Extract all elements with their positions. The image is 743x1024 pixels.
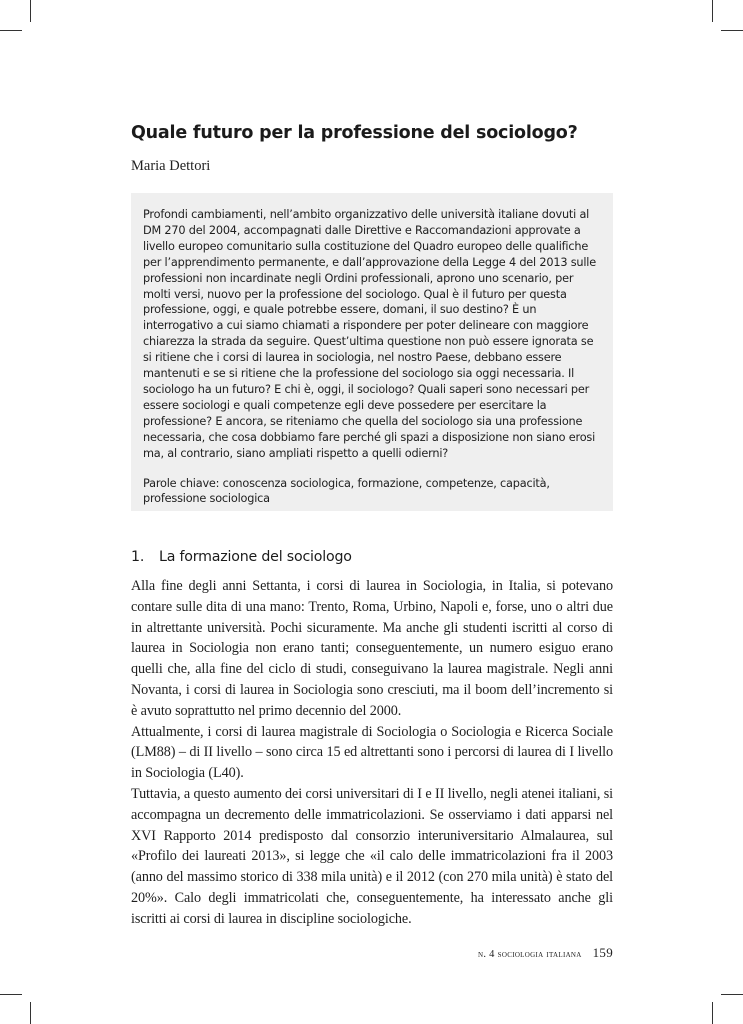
crop-mark-bottom-right bbox=[712, 1002, 713, 1024]
section-title: La formazione del sociologo bbox=[159, 549, 352, 565]
page-footer bbox=[478, 945, 613, 961]
body-paragraph-2: Attualmente, i corsi di laurea magistrale di Sociologia o Sociologia e Ricerca Sociale (LM88) – di II livello – sono circa 15 ed altrettanti sono i percorsi di laurea di I livello in Sociologia (L40). bbox=[131, 723, 613, 782]
journal-name: sociologia italiana bbox=[497, 949, 582, 960]
article-title: Quale futuro per la professione del sociologo? bbox=[131, 123, 578, 143]
abstract-text: Profondi cambiamenti, nell’ambito organizzativo delle università italiane dovuti al DM 270 del 2004, accompagnati dalle Direttive e Raccomandazioni approvate a livello europeo comunitario sulla costituzione del Quadro europeo delle qualifiche per l’apprendimento permanente, e dall’approvazione della Legge 4 del 2013 sulle professioni non incardinate negli Ordini professionali, aprono uno scenario, per molti versi, nuovo per la professione del sociologo. Qual è il futuro per questa professione, oggi, e quale potrebbe essere, domani, il suo destino? È un interrogativo a cui siamo chiamati a rispondere per poter delineare con maggiore chiarezza la strada da seguire. Quest’ultima questione non può essere ignorata se si ritiene che i corsi di laurea in sociologia, nel nostro Paese, debbano essere mantenuti e se si ritiene che la professione del sociologo sia oggi necessaria. Il sociologo ha un futuro? E chi è, oggi, il sociologo? Quali saperi sono necessari per essere sociologi e quali competenze egli deve possedere per esercitare la professione? E ancora, se riteniamo che quella del sociologo sia una professione necessaria, che cosa dobbiamo fare perché gli spazi a disposizione non siano erosi ma, al contrario, siano ampliati rispetto a quelli odierni? bbox=[143, 208, 596, 460]
crop-mark-bottom-left-h bbox=[0, 994, 22, 995]
crop-mark-bottom-left bbox=[30, 1002, 31, 1024]
body-paragraph-1: Alla fine degli anni Settanta, i corsi di laurea in Sociologia, in Italia, si potevano contare sulle dita di una mano: Trento, Roma, Urbino, Napoli e, forse, uno o altri due in altrettante università. Pochi sicuramente. Ma anche gli studenti iscritti al corso di laurea in Sociologia non erano tanti; conseguentemente, un numero esiguo erano quelli che, alla fine del ciclo di studi, conseguivano la laurea magistrale. Negli anni Novanta, i corsi di laurea in Sociologia sono cresciuti, ma il boom dell’incremento si è avuto soprattutto nel primo decennio del 2000. bbox=[131, 578, 613, 719]
journal-issue: n. 4 bbox=[477, 949, 495, 960]
crop-mark-top-right-h bbox=[721, 30, 743, 31]
body-paragraph-3: Tuttavia, a questo aumento dei corsi universitari di I e II livello, negli atenei italiani, si accompagna un decremento delle immatricolazioni. Se osserviamo i dati apparsi nel XVI Rapporto 2014 predisposto dal consorzio interuniversitario Almalaurea, sul «Profilo dei laureati 2013», si legge che «il calo delle immatricolazioni fra il 2003 (anno del massimo storico di 338 mila unità) e il 2012 (con 270 mila unità) è stato del 20%». Calo degli immatricolati che, conseguentemente, ha interessato anche gli iscritti ai corsi di laurea in discipline sociologiche. bbox=[131, 785, 613, 927]
abstract-box bbox=[131, 193, 613, 511]
section-body bbox=[131, 576, 613, 930]
crop-mark-top-left bbox=[30, 0, 31, 22]
section-heading bbox=[131, 549, 352, 565]
abstract-keywords: Parole chiave: conoscenza sociologica, formazione, competenze, capacità, professione sociologica bbox=[143, 476, 550, 506]
section-number: 1. bbox=[131, 549, 145, 565]
crop-mark-top-left-h bbox=[0, 30, 22, 31]
article-author: Maria Dettori bbox=[131, 158, 211, 174]
crop-mark-bottom-right-h bbox=[721, 994, 743, 995]
crop-mark-top-right bbox=[712, 0, 713, 22]
page-number: 159 bbox=[592, 945, 613, 960]
